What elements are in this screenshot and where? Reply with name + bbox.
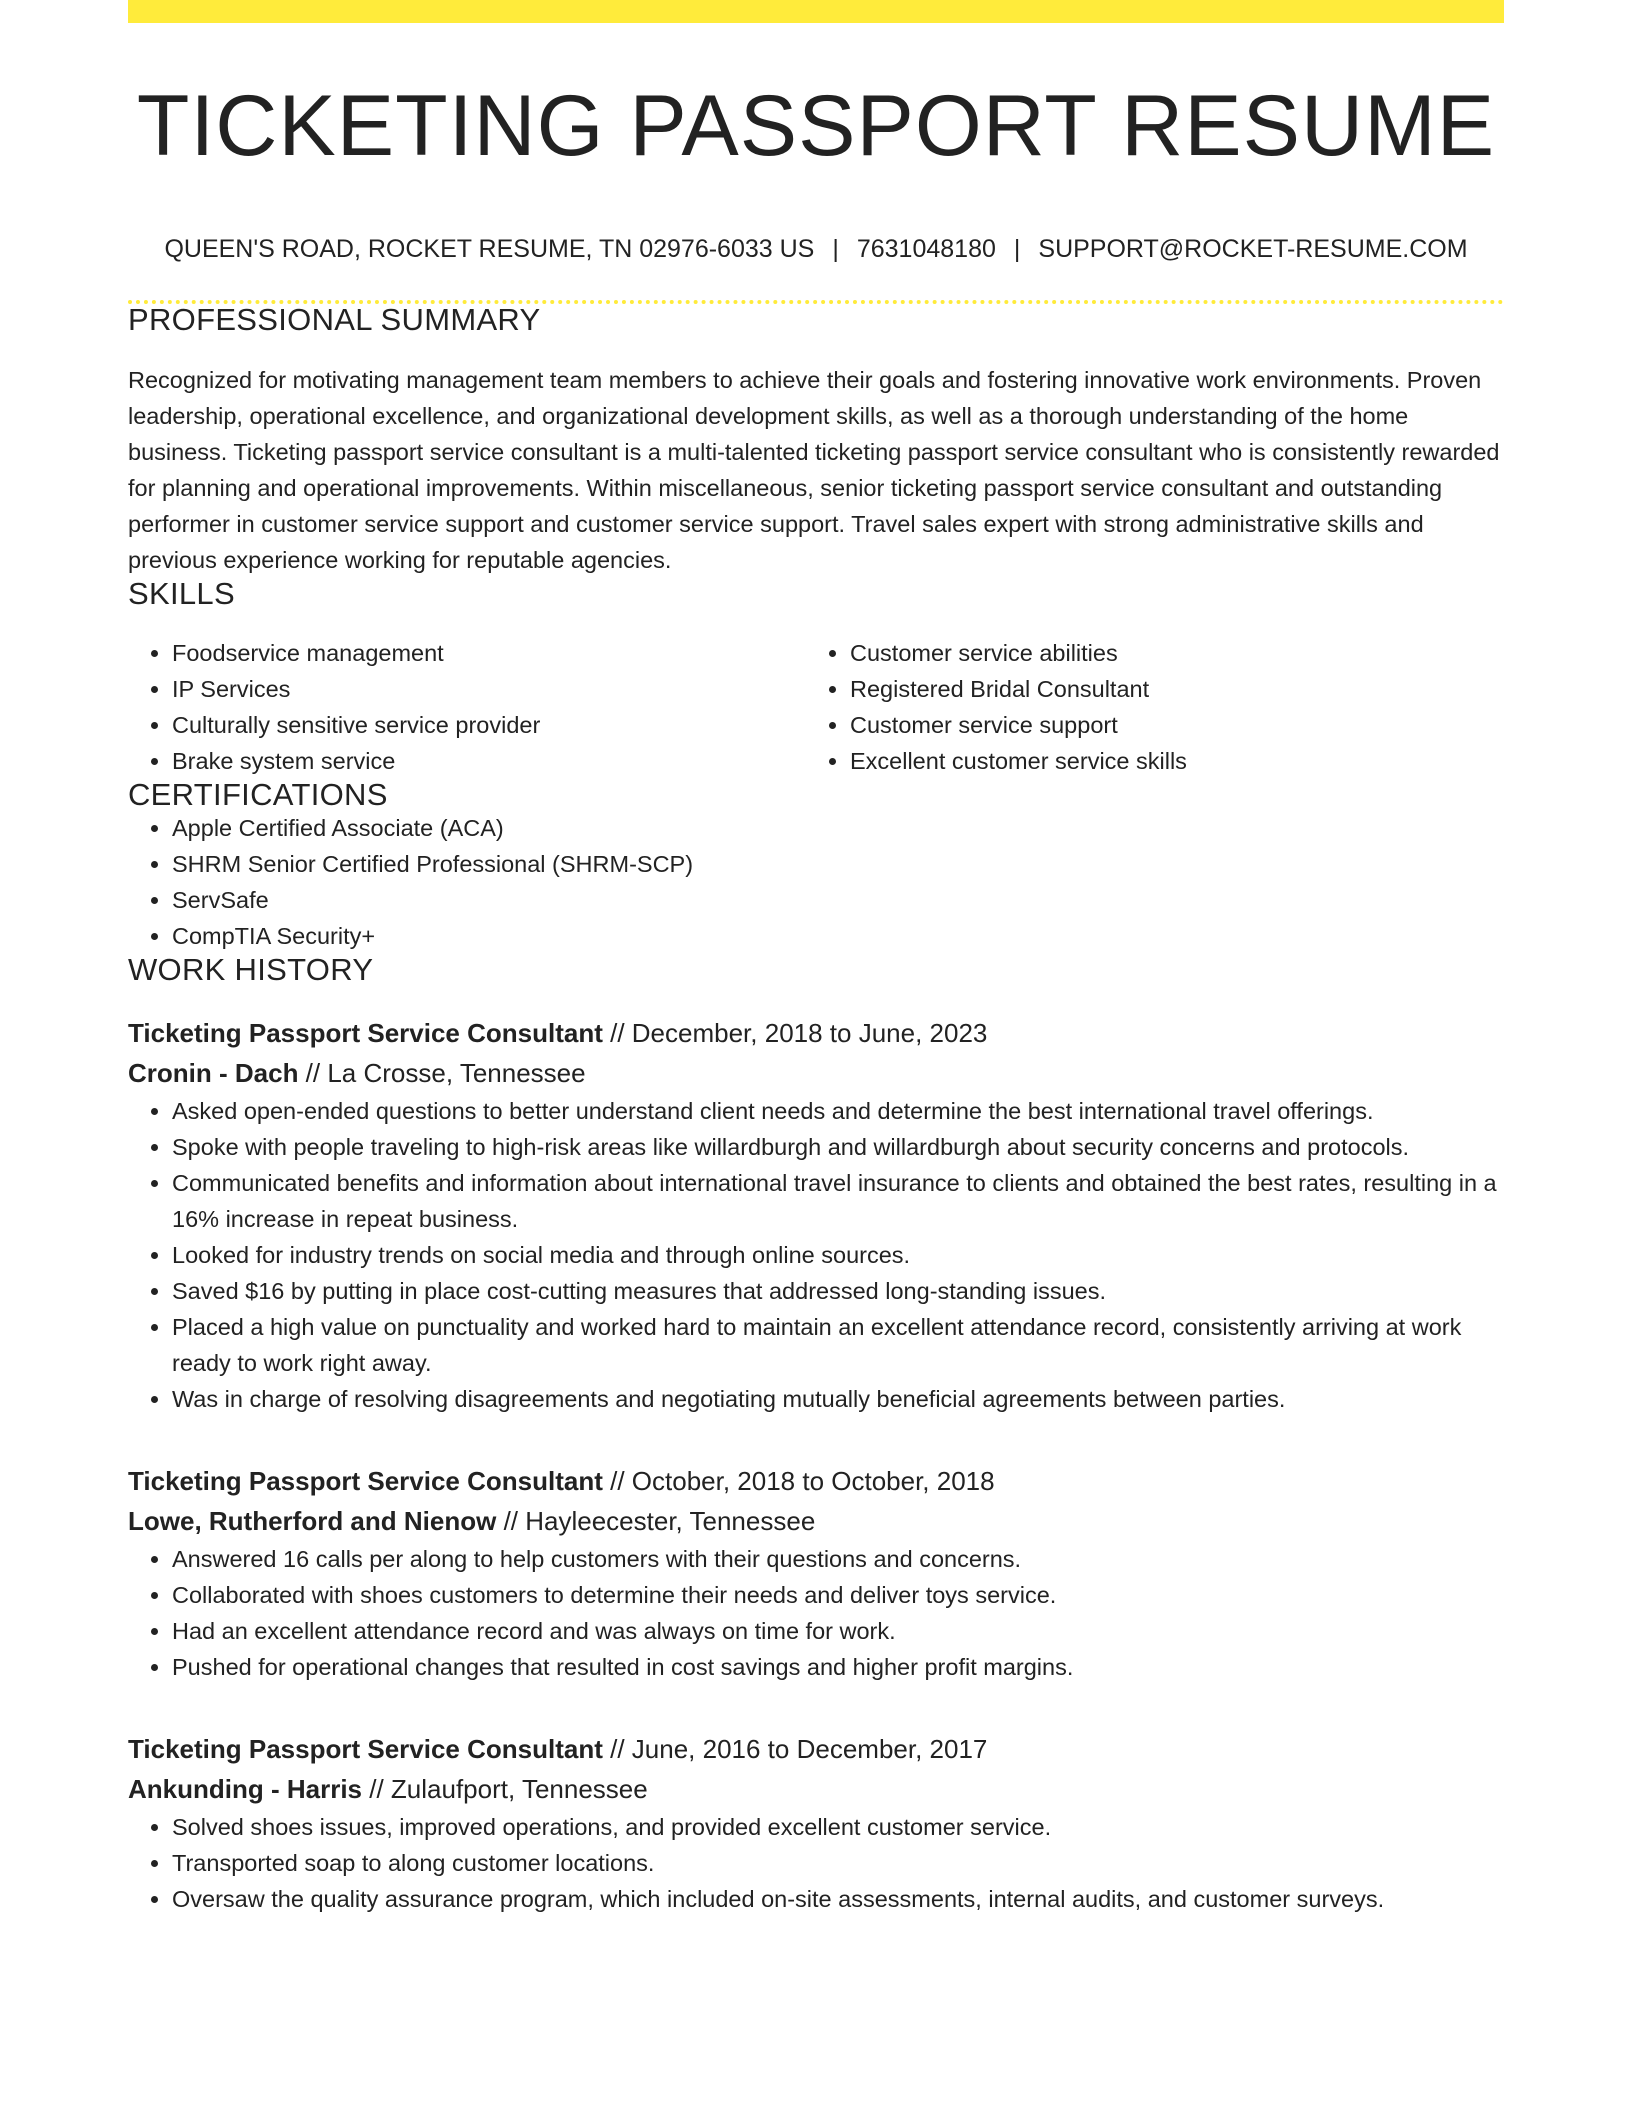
job-role-line — [128, 1729, 1504, 1769]
job-dates: // October, 2018 to October, 2018 — [602, 1466, 995, 1496]
job-duty: • Asked open-ended questions to better understand client needs and determine the best international travel offerings. — [172, 1093, 1504, 1129]
job-duty: • Communicated benefits and information about international travel insurance to clients and obtained the best rates, resulting in a 16% increase in repeat business. — [172, 1165, 1504, 1237]
certification-item: • Apple Certified Associate (ACA) — [172, 810, 1504, 846]
contact-line — [128, 237, 1504, 262]
resume-page — [128, 0, 1504, 1917]
job-role: Ticketing Passport Service Consultant — [128, 1466, 603, 1496]
certification-item: • ServSafe — [172, 882, 1504, 918]
skills-column-right — [806, 635, 1484, 779]
skills-list-right — [806, 635, 1484, 779]
contact-separator: | — [1013, 235, 1021, 263]
job-company: Ankunding - Harris — [128, 1774, 363, 1804]
job-location: // Zulaufport, Tennessee — [362, 1774, 648, 1804]
job-duties-list — [128, 1541, 1504, 1685]
contact-address: QUEEN'S ROAD, ROCKET RESUME, TN 02976-6033 US — [164, 235, 815, 263]
job-role-line — [128, 1461, 1504, 1501]
job-duty: • Answered 16 calls per along to help customers with their questions and concerns. — [172, 1541, 1504, 1577]
job-company: Cronin - Dach — [128, 1058, 299, 1088]
skills-column-left — [128, 635, 806, 779]
job-role: Ticketing Passport Service Consultant — [128, 1018, 603, 1048]
skill-item: • Customer service support — [850, 707, 1484, 743]
job-entry — [128, 1461, 1504, 1685]
certifications-list — [128, 810, 1504, 954]
skills-list-left — [128, 635, 806, 779]
job-entry — [128, 1013, 1504, 1417]
job-role: Ticketing Passport Service Consultant — [128, 1734, 603, 1764]
skills-grid — [128, 635, 1504, 779]
certification-item: • SHRM Senior Certified Professional (SHRM-SCP) — [172, 846, 1504, 882]
skill-item: • Brake system service — [172, 743, 806, 779]
job-entry — [128, 1729, 1504, 1917]
job-duty: • Oversaw the quality assurance program, which included on-site assessments, internal audits, and customer surveys. — [172, 1881, 1504, 1917]
contact-email: SUPPORT@ROCKET-RESUME.COM — [1038, 235, 1468, 263]
job-duties-list — [128, 1093, 1504, 1417]
job-duty: • Pushed for operational changes that resulted in cost savings and higher profit margins. — [172, 1649, 1504, 1685]
job-duty: • Placed a high value on punctuality and worked hard to maintain an excellent attendance record, consistently arriving at work ready to work right away. — [172, 1309, 1504, 1381]
job-duties-list — [128, 1809, 1504, 1917]
job-duty: • Saved $16 by putting in place cost-cutting measures that addressed long-standing issues. — [172, 1273, 1504, 1309]
job-duty: • Spoke with people traveling to high-risk areas like willardburgh and willardburgh about security concerns and protocols. — [172, 1129, 1504, 1165]
job-company-line — [128, 1053, 1504, 1093]
certifications-heading: CERTIFICATIONS — [128, 777, 388, 812]
skill-item: • IP Services — [172, 671, 806, 707]
skill-item: • Culturally sensitive service provider — [172, 707, 806, 743]
job-company: Lowe, Rutherford and Nienow — [128, 1506, 497, 1536]
job-role-line — [128, 1013, 1504, 1053]
summary-heading: PROFESSIONAL SUMMARY — [128, 302, 541, 337]
skill-item: • Foodservice management — [172, 635, 806, 671]
job-duty: • Was in charge of resolving disagreements and negotiating mutually beneficial agreements between parties. — [172, 1381, 1504, 1417]
summary-text: Recognized for motivating management team members to achieve their goals and fostering innovative work environments. Proven leadership, operational excellence, and organizational development skills, as well as a thorough understanding of the home business. Ticketing passport service consultant is a multi-talented ticketing passport service consultant who is consistently rewarded for planning and operational improvements. Within miscellaneous, senior ticketing passport service consultant and outstanding performer in customer service support and customer service support. Travel sales expert with strong administrative skills and previous experience working for reputable agencies. — [128, 367, 1500, 573]
job-dates: // June, 2016 to December, 2017 — [602, 1734, 988, 1764]
skills-heading: SKILLS — [128, 576, 235, 611]
contact-phone: 7631048180 — [856, 235, 996, 263]
certification-item: • CompTIA Security+ — [172, 918, 1504, 954]
work-history-heading: WORK HISTORY — [128, 952, 374, 987]
job-duty: • Looked for industry trends on social media and through online sources. — [172, 1237, 1504, 1273]
job-company-line — [128, 1501, 1504, 1541]
job-location: // La Crosse, Tennessee — [298, 1058, 586, 1088]
job-company-line — [128, 1769, 1504, 1809]
job-duty: • Transported soap to along customer locations. — [172, 1845, 1504, 1881]
job-duty: • Solved shoes issues, improved operations, and provided excellent customer service. — [172, 1809, 1504, 1845]
skill-item: • Customer service abilities — [850, 635, 1484, 671]
job-duty: • Collaborated with shoes customers to determine their needs and deliver toys service. — [172, 1577, 1504, 1613]
contact-separator: | — [832, 235, 839, 263]
top-accent-bar — [128, 0, 1504, 23]
job-dates: // December, 2018 to June, 2023 — [602, 1018, 988, 1048]
skill-item: • Excellent customer service skills — [850, 743, 1484, 779]
job-location: // Hayleecester, Tennessee — [496, 1506, 816, 1536]
job-duty: • Had an excellent attendance record and was always on time for work. — [172, 1613, 1504, 1649]
skill-item: • Registered Bridal Consultant — [850, 671, 1484, 707]
resume-title: TICKETING PASSPORT RESUME — [136, 78, 1496, 174]
